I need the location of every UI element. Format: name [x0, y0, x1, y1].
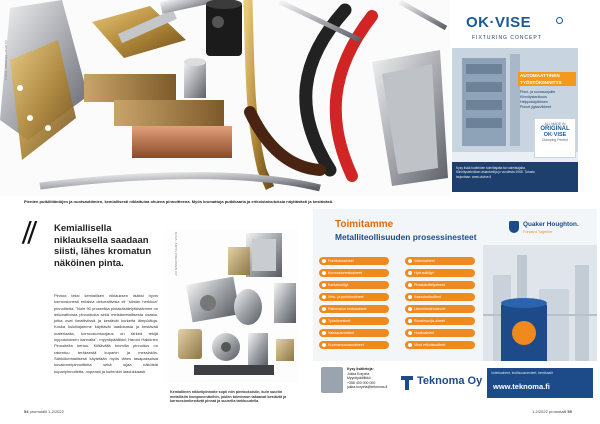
product-pill-left-6: Työstönesteet	[319, 317, 389, 325]
pipes-fittings-illustration	[0, 0, 450, 196]
contact-phone[interactable]: +358 400 000 000	[347, 380, 376, 385]
article-headline: Kemiallisella niklauksella saadaan siisti, lähes kromatun näköinen pinta.	[54, 223, 152, 269]
product-pill-right-2: Hydrauliöljyt	[405, 269, 475, 277]
left-page-number: 54	[24, 409, 29, 414]
product-pill-right-1: Voiteluaineet	[405, 257, 475, 265]
product-pill-right-3: Pintakäsittelyaineet	[405, 281, 475, 289]
contact-person: Jukka Korpela	[347, 371, 370, 376]
product-photo-machined-parts	[164, 229, 298, 383]
product-pill-left-3: Karkaisuöljyt	[319, 281, 389, 289]
photo-caption-top: Pienten putkiliitäntöjen ja nuotsauttimien, kemiallisesti niklattuina ohuena pinnoitteena. Myös kromattuja putkikaaria ja erikoistaivutuksia näyttävästi ja kestävästi.	[24, 199, 334, 204]
right-magazine-name: promotalli	[548, 409, 567, 414]
quote-mark-icon: //	[22, 214, 33, 251]
product-pill-right-8: Muut erikoistuotteet	[405, 341, 475, 349]
okvise-feature: Pienet jigitarvikkeet	[520, 105, 551, 109]
registered-icon	[556, 17, 563, 24]
ad-title: Toimitamme	[335, 219, 394, 230]
okvise-badge	[534, 118, 576, 158]
right-issue: 1-2/2022	[532, 409, 548, 414]
quaker-logo-icon	[509, 221, 519, 233]
photo-credit-mid: KUVA: ARTO PIRHONEN OY	[174, 232, 178, 276]
product-pill-right-7: Huoltoaineet	[405, 329, 475, 337]
ad-subtitle: Metalliteollisuuden prosessinesteet	[335, 232, 477, 242]
product-pill-right-6: Ruostesuoja-aineet	[405, 317, 475, 325]
machined-parts-illustration	[164, 229, 298, 383]
photo-credit-top: KUVA: IMMOWA / PHOTO	[4, 40, 8, 80]
contact-email[interactable]: jukka.korpela@teknoma.fi	[347, 385, 388, 390]
website-box[interactable]	[487, 368, 593, 398]
okvise-footer-text: Kysy lisää tuotteiden toimittajalta tai valmistajalta. Kiinnitystekniikan asiantuntija jo vuodesta 1965. Tutustu tarjontaan: www.okvise.fi	[456, 166, 535, 179]
article-body: Pinnoa teksi kemiallisen niklauksen lisäksi hyvin korroosionesti erilaisia dekoratiivisia eli "silmän herkkua" pinnoitteita. "Noin 90 prosenttia pintakäsittelytöistämme on dekoratiivista pinnoitusta sekä metsämetallisesta osasta, jotka ovat ilmatiiviissä ja kestävät korkeita lämpötiloja. Koska kuluttajamme käyttävät laadukasta ja kestävää materiaalia, korroosionsuojaus on tärkeä tekijä lopputuloksen kannalta", myyntipäällikkö Harold Hakkinen Pinnoitelta kertoo. Kiiltävällä kromilla pinnoitus on rakentuu teräksestä kupariin ja messinkiin. Sähkökemiallisesti käytetään myös lähes tasapaksuisia kovakromipinnoitteita sekä lujaa näköistä kuparipinnoitetta, nopeasti ja kuitenkin laadukkaasti.	[54, 293, 158, 374]
left-magazine-name: promotalli	[29, 409, 47, 414]
product-pill-right-5: Lämmönsiirtoaineet	[405, 305, 475, 313]
okvise-badge-sub: Clamping Perfect	[541, 138, 568, 142]
product-pill-right-4: Kaasutustuotteet	[405, 293, 475, 301]
website-box-line: Voiteluaineet, teollisuusnesteet, kemikaalit	[491, 371, 553, 375]
okvise-feature: Kiinnitystarkkuus	[520, 95, 547, 99]
okvise-feature: Helppokäyttöinen	[520, 100, 548, 104]
product-pill-left-1: Puhdistusaineet	[319, 257, 389, 265]
product-pill-left-4: Veto- ja puristusaineet	[319, 293, 389, 301]
product-pill-left-8: Kuumamuovausaineet	[319, 341, 389, 349]
okvise-badge-line2: ORIGINAL	[540, 126, 570, 132]
okvise-advertisement[interactable]	[452, 8, 578, 192]
okvise-tagline: FIXTURING CONCEPT	[472, 35, 542, 41]
company-name: Teknoma Oy	[417, 375, 483, 387]
product-photo-pipes-fittings	[0, 0, 450, 196]
contact-details	[347, 367, 387, 390]
contact-role: Myyntipäällikkö	[347, 376, 371, 381]
contact-avatar	[321, 367, 343, 393]
photo-caption-bottom: Kemiallinen nikkelipinnoite sopii niin pienkokoisiin, kuin suuriin metallisiin komponentteihin, joiden toiminnon takaavat kestävät ja korroosionkestävät pinnat ja suurella tarkkuudella.	[170, 390, 287, 404]
right-footer	[532, 409, 572, 414]
product-pill-left-7: Valssausnesteet	[319, 329, 389, 337]
product-pill-left-2: Korroosionestoaineet	[319, 269, 389, 277]
website-link[interactable]: www.teknoma.fi	[493, 382, 550, 391]
product-pill-left-5: Painevalun irrotusaineet	[319, 305, 389, 313]
left-issue: 1-2/2022	[48, 409, 64, 414]
okvise-banner: AUTOMAATTINEN TYÖSTÖKIINNITYS	[518, 72, 576, 86]
okvise-features	[520, 90, 576, 110]
left-footer	[24, 409, 64, 414]
okvise-badge-line1: ALL MADE IN	[544, 122, 566, 126]
okvise-badge-brand: OK·VISE	[543, 132, 567, 138]
okvise-feature: Pieni- ja suurasarjoille	[520, 90, 556, 94]
contact-label: Kysy lisätietoja:	[347, 367, 374, 371]
teknoma-logo-icon	[401, 376, 413, 390]
teknoma-advertisement[interactable]	[313, 209, 597, 402]
industrial-plant-illustration	[483, 245, 597, 375]
okvise-brand: OK·VISE	[466, 14, 532, 31]
right-page-number: 55	[567, 409, 572, 414]
quaker-logo-sub: Forward Together	[523, 230, 553, 234]
quaker-logo-name: Quaker Houghton.	[523, 221, 579, 228]
